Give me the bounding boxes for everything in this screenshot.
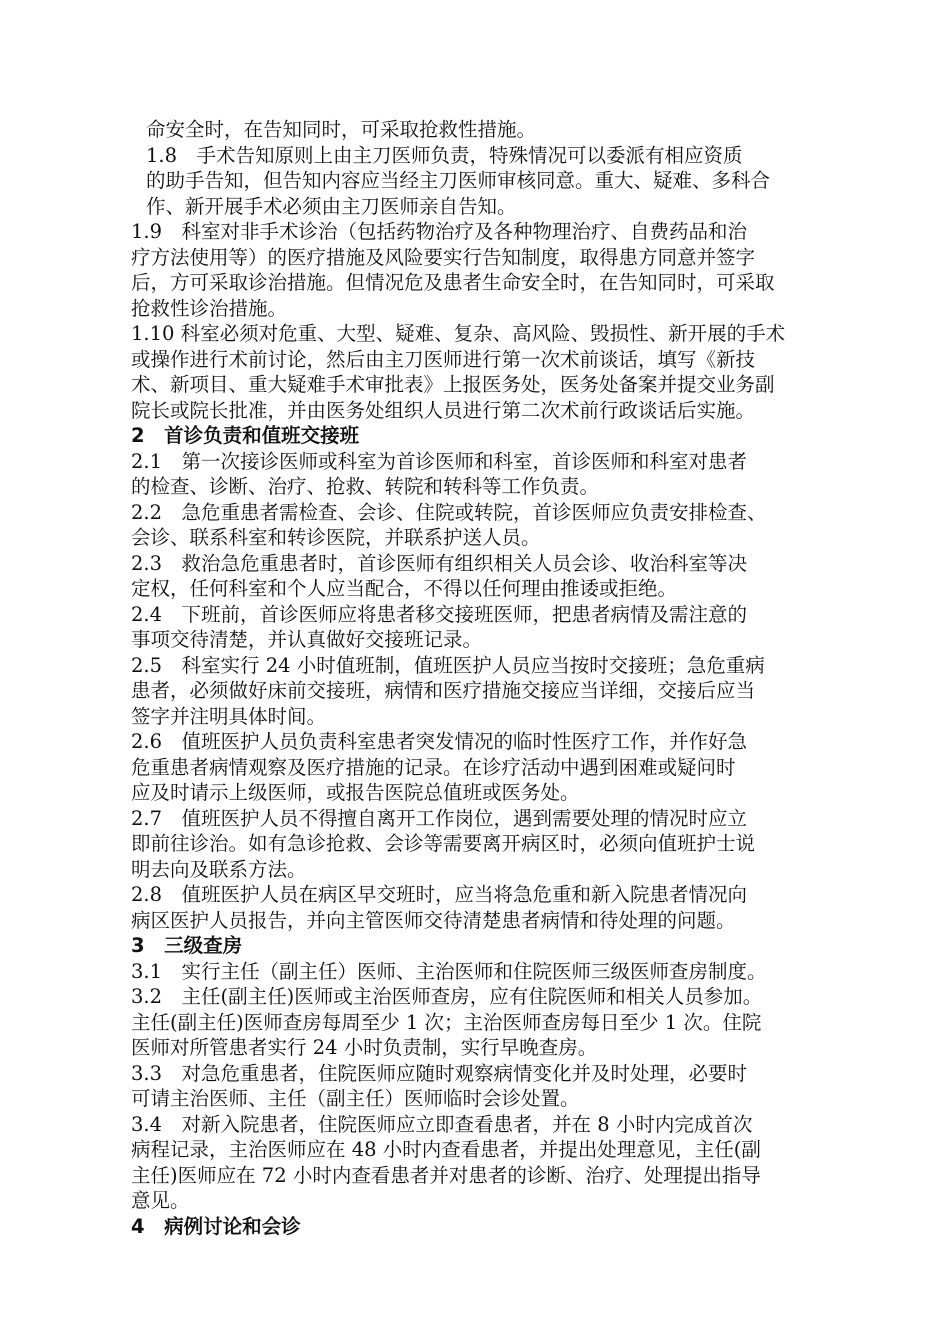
text-line: 1.10 科室必须对危重、大型、疑难、复杂、高风险、毁损性、新开展的手术 [131,322,786,345]
text-line: 2.3 救治急危重患者时，首诊医师有组织相关人员会诊、收治科室等决 [131,551,748,575]
text-line: 应及时请示上级医师，或报告医院总值班或医务处。 [131,781,580,804]
text-line: 明去向及联系方法。 [131,857,307,881]
text-line: 疗方法使用等）的医疗措施及风险要实行告知制度，取得患方同意并签字 [131,245,756,269]
text-line: 患者，必须做好床前交接班，病情和医疗措施交接应当详细，交接后应当 [131,679,756,702]
text-line: 2.5 科室实行 24 小时值班制，值班医护人员应当按时交接班；急危重病 [131,653,765,677]
text-line: 2.4 下班前，首诊医师应将患者移交接班医师，把患者病情及需注意的 [131,602,748,626]
text-line: 2.8 值班医护人员在病区早交班时，应当将急危重和新入院患者情况向 [131,883,748,906]
text-line: 术、新项目、重大疑难手术审批表》上报医务处，医务处备案并提交业务副 [131,373,775,396]
text-line: 的助手告知，但告知内容应当经主刀医师审核同意。重大、疑难、多科合 [146,169,771,192]
text-line: 3.3 对急危重患者，住院医师应随时观察病情变化并及时处理，必要时 [131,1061,748,1085]
text-line: 的检查、诊断、治疗、抢救、转院和转科等工作负责。 [131,475,600,498]
text-line: 签字并注明具体时间。 [131,704,327,728]
text-line: 3.2 主任(副主任)医师或主治医师查房，应有住院医师和相关人员参加。 [131,985,763,1008]
text-line: 事项交待清楚，并认真做好交接班记录。 [131,628,483,651]
text-line: 定权，任何科室和个人应当配合，不得以任何理由推诿或拒绝。 [131,577,678,600]
text-line: 1.8 手术告知原则上由主刀医师负责，特殊情况可以委派有相应资质 [146,143,743,167]
text-line: 可请主治医师、主任（副主任）医师临时会诊处置。 [131,1087,580,1110]
section-heading: 2 首诊负责和值班交接班 [131,424,360,447]
text-line: 病区医护人员报告，并向主管医师交待清楚患者病情和待处理的问题。 [131,908,736,932]
text-line: 2.2 急危重患者需检查、会诊、住院或转院，首诊医师应负责安排检查、 [131,500,767,524]
text-line: 即前往诊治。如有急诊抢救、会诊等需要离开病区时，必须向值班护士说 [131,832,756,855]
document-body [131,117,843,1239]
text-line: 会诊、联系科室和转诊医院，并联系护送人员。 [131,526,541,549]
text-line: 作、新开展手术必须由主刀医师亲自告知。 [146,194,517,218]
text-line: 危重患者病情观察及医疗措施的记录。在诊疗活动中遇到困难或疑问时 [131,755,736,779]
text-line: 主任)医师应在 72 小时内查看患者并对患者的诊断、治疗、处理提出指导 [131,1163,761,1187]
text-line: 1.9 科室对非手术诊治（包括药物治疗及各种物理治疗、自费药品和治 [131,220,748,243]
text-line: 后，方可采取诊治措施。但情况危及患者生命安全时，在告知同时，可采取 [131,271,775,294]
text-line: 命安全时，在告知同时，可采取抢救性措施。 [146,118,537,141]
section-heading: 4 病例讨论和会诊 [131,1214,301,1238]
text-line: 2.1 第一次接诊医师或科室为首诊医师和科室，首诊医师和科室对患者 [131,449,748,473]
text-line: 医师对所管患者实行 24 小时负责制，实行早晚查房。 [131,1036,598,1059]
text-line: 或操作进行术前讨论，然后由主刀医师进行第一次术前谈话，填写《新技 [131,347,756,371]
text-line: 抢救性诊治措施。 [131,296,288,320]
text-line: 2.7 值班医护人员不得擅自离开工作岗位，遇到需要处理的情况时应立 [131,806,748,830]
text-line: 院长或院长批准，并由医务处组织人员进行第二次术前行政谈话后实施。 [131,398,756,422]
text-line: 病程记录，主治医师应在 48 小时内查看患者，并提出处理意见，主任(副 [131,1138,761,1161]
text-line: 意见。 [131,1189,190,1212]
section-heading: 3 三级查房 [131,934,243,957]
text-line: 主任(副主任)医师查房每周至少 1 次；主治医师查房每日至少 1 次。住院 [131,1010,762,1034]
text-line: 2.6 值班医护人员负责科室患者突发情况的临时性医疗工作，并作好急 [131,730,748,753]
text-line: 3.4 对新入院患者，住院医师应立即查看患者，并在 8 小时内完成首次 [131,1112,753,1136]
text-line: 3.1 实行主任（副主任）医师、主治医师和住院医师三级医师查房制度。 [131,959,767,983]
